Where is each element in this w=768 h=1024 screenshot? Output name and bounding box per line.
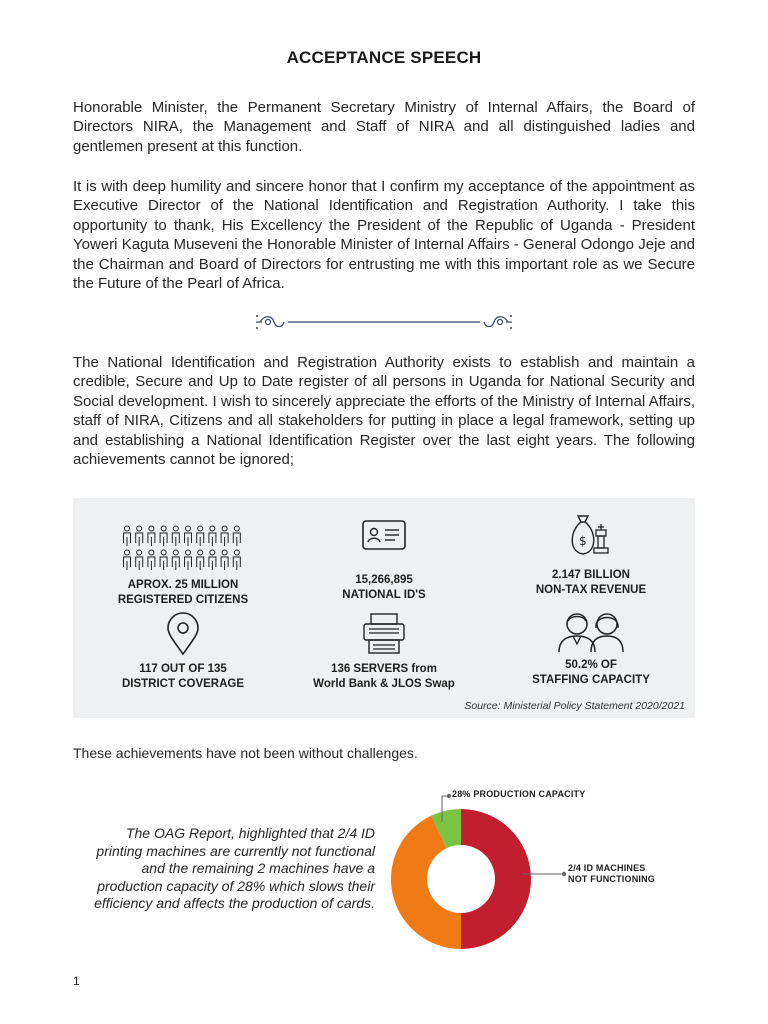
person-icon: [172, 550, 179, 570]
person-icon: [136, 550, 143, 570]
person-icon: [136, 526, 143, 546]
paragraph-salutation: Honorable Minister, the Permanent Secretary Ministry of Internal Affairs, the Board of Directors NIRA, the Management and Staff of NIRA and all distinguished ladies and gentlemen present at this function.: [73, 99, 695, 155]
achievement-value: APROX. 25 MILLION: [127, 579, 239, 591]
person-icon: [221, 526, 228, 546]
challenges-intro: These achievements have not been without challenges.: [73, 745, 418, 761]
person-icon: [148, 526, 155, 546]
person-icon: [197, 550, 204, 570]
oag-quote: The OAG Report, highlighted that 2/4 ID printing machines are currently not functional and the remaining 2 machines have a production capacity of 28% which slows their efficiency and affects the production of cards.: [94, 825, 375, 912]
chart-label-not-functioning: [568, 863, 655, 885]
achievement-value: 136 SERVERS from: [331, 663, 437, 675]
person-icon: [197, 526, 204, 546]
svg-text:$: $: [579, 534, 587, 548]
achievement-districts: [113, 612, 253, 692]
person-icon: [233, 550, 240, 570]
achievements-panel: [73, 498, 695, 718]
achievement-caption: STAFFING CAPACITY: [532, 674, 650, 686]
paragraph-acceptance: It is with deep humility and sincere honor that I confirm my acceptance of the appointment as Executive Director of the National Identification and Registration Authority. I take this opportunity to thank, His Excellency the President of the Republic of Uganda - President Yoweri Kaguta Museveni the Honorable Minister of Internal Affairs - General Odongo Jeje and the Chairman and Board of Directors for entrusting me with this important role as we Secure the Future of the Pearl of Africa.: [73, 178, 695, 293]
location-pin-icon: [165, 612, 201, 656]
person-icon: [124, 526, 131, 546]
achievement-national-ids: [314, 518, 454, 603]
person-icon: [160, 550, 167, 570]
achievement-revenue: [521, 510, 661, 598]
page-title: ACCEPTANCE SPEECH: [286, 48, 482, 67]
callout-line-right: [520, 868, 570, 880]
achievement-value: 117 OUT OF 135: [139, 663, 227, 675]
achievement-staffing: [521, 608, 661, 688]
chart-label-production: 28% PRODUCTION CAPACITY: [452, 789, 586, 799]
person-icon: [172, 526, 179, 546]
achievement-caption: REGISTERED CITIZENS: [117, 594, 249, 606]
achievement-caption: DISTRICT COVERAGE: [121, 678, 245, 690]
staff-icon: [551, 608, 631, 654]
person-icon: [185, 550, 192, 570]
paragraph-mission: The National Identification and Registration Authority exists to establish and maintain a credible, Secure and Up to Date register of all persons in Uganda for National Security and Social development. I wish to sincerely appreciate the efforts of the Ministry of Internal Affairs, staff of NIRA, Citizens and all stakeholders for putting in place a legal framework, setting up and establishing a National Identification Register over the last eight years. The following achievements cannot be ignored;: [73, 354, 695, 469]
ornament-divider-icon: [254, 311, 514, 333]
person-icon: [209, 550, 216, 570]
person-icon: [233, 526, 240, 546]
achievement-registered: [113, 522, 253, 608]
page-number: 1: [73, 974, 80, 988]
achievement-value: 15,266,895: [355, 574, 413, 586]
person-icon: [148, 550, 155, 570]
achievement-caption: World Bank & JLOS Swap: [313, 678, 455, 690]
achievement-servers: [304, 612, 464, 692]
person-icon: [185, 526, 192, 546]
chart-label-line: NOT FUNCTIONING: [568, 874, 655, 884]
money-bag-icon: [566, 510, 616, 558]
achievement-value: 2.147 BILLION: [552, 569, 630, 581]
person-icon: [160, 526, 167, 546]
person-icon: [209, 526, 216, 546]
server-icon: [361, 612, 407, 656]
person-icon: [124, 550, 131, 570]
people-group-icon: [121, 522, 245, 572]
id-card-icon: [361, 518, 407, 552]
person-icon: [221, 550, 228, 570]
achievement-caption: NON-TAX REVENUE: [535, 584, 647, 596]
source-note: Source: Ministerial Policy Statement 2020/2021: [464, 700, 685, 712]
achievement-caption: NATIONAL ID'S: [342, 589, 426, 601]
chart-label-line: 2/4 ID MACHINES: [568, 863, 646, 873]
achievement-value: 50.2% OF: [565, 659, 617, 671]
